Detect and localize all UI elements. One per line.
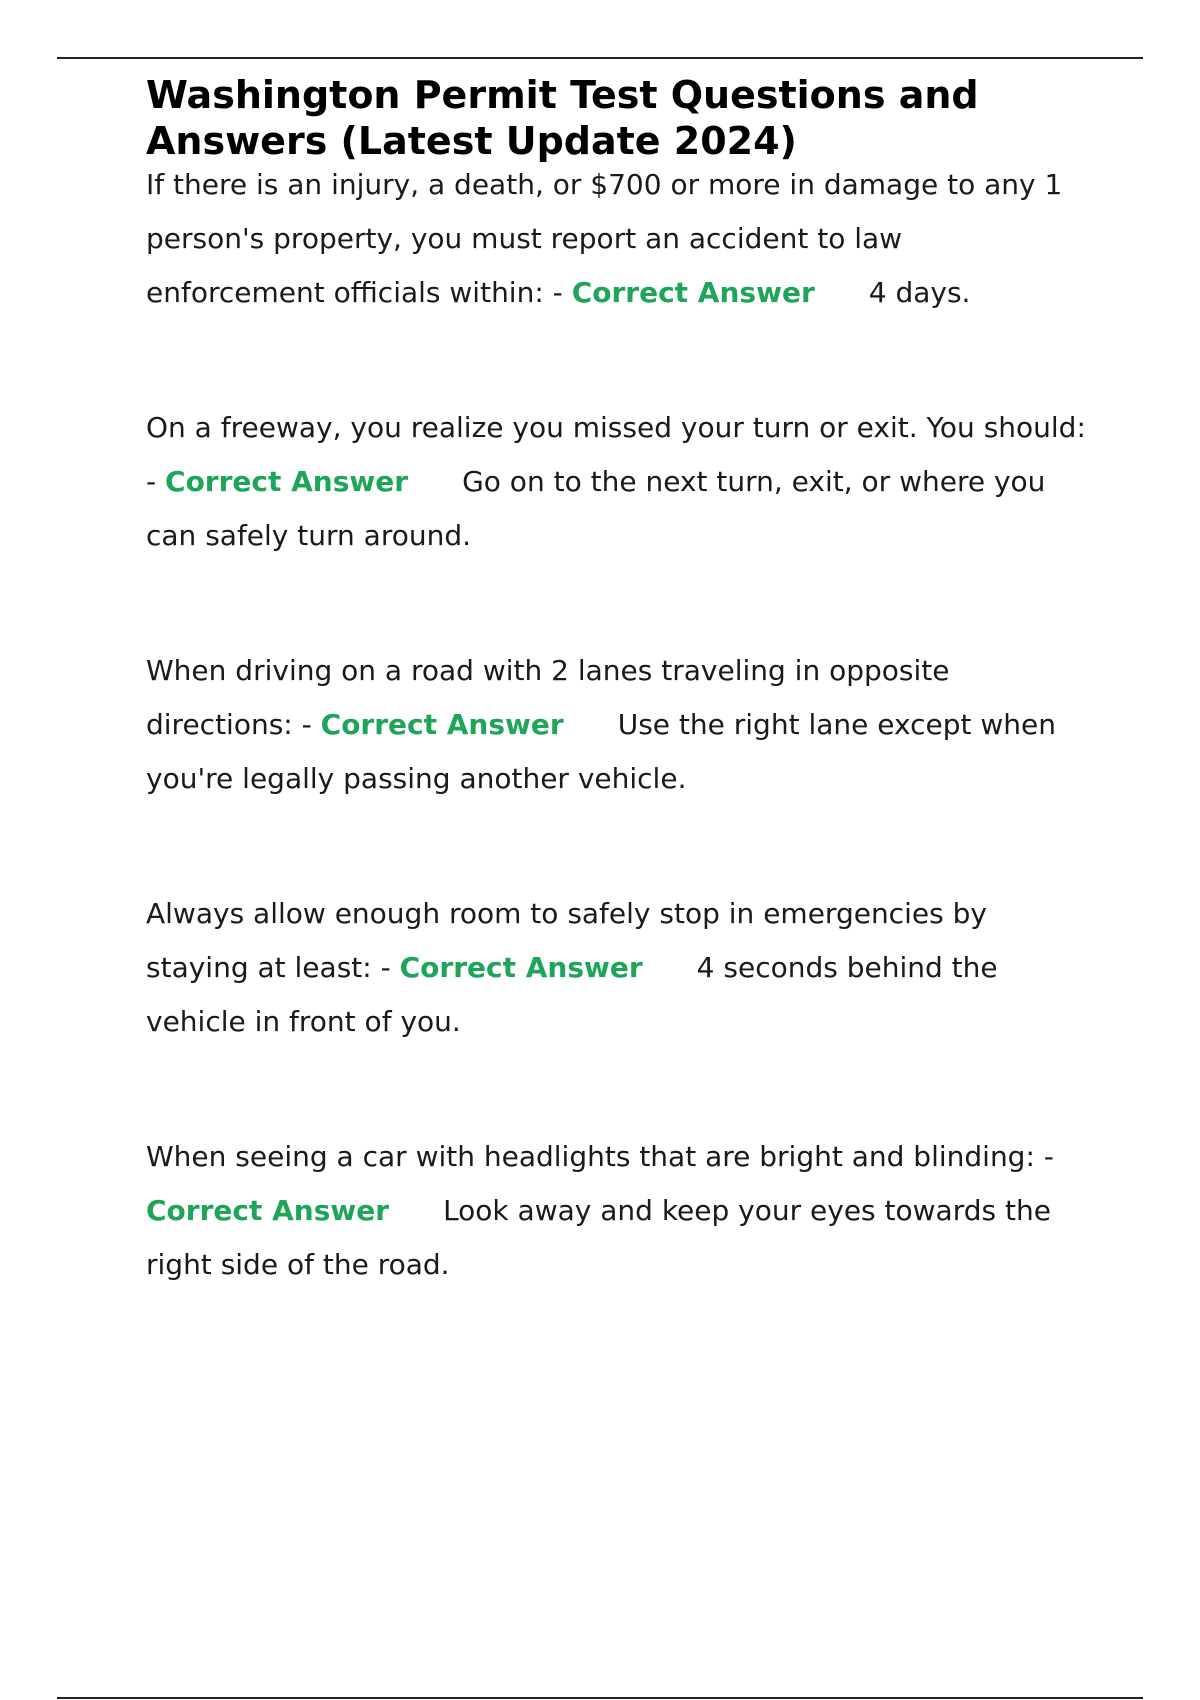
top-rule xyxy=(57,57,1143,59)
correct-answer-label: Correct Answer xyxy=(320,708,564,741)
correct-answer-label: Correct Answer xyxy=(571,276,815,309)
qa-item xyxy=(146,1130,1086,1292)
question-text: Always allow enough room to safely stop in emergencies by staying at least: - xyxy=(146,897,987,984)
answer-text: Go on to the next turn, exit, or where you can safely turn around. xyxy=(146,465,1046,552)
correct-answer-label: Correct Answer xyxy=(165,465,409,498)
correct-answer-label: Correct Answer xyxy=(399,951,643,984)
answer-text: Use the right lane except when you're legally passing another vehicle. xyxy=(146,708,1056,795)
page-content xyxy=(146,72,1086,1292)
bottom-rule xyxy=(57,1697,1143,1699)
document-title: Washington Permit Test Questions and Answers (Latest Update 2024) xyxy=(146,73,979,163)
qa-item xyxy=(146,158,1086,320)
question-text: When seeing a car with headlights that are bright and blinding: - xyxy=(146,1140,1054,1173)
qa-item xyxy=(146,644,1086,806)
question-text: When driving on a road with 2 lanes traveling in opposite directions: - xyxy=(146,654,950,741)
answer-text: 4 days. xyxy=(868,276,971,309)
qa-item xyxy=(146,401,1086,563)
question-text: On a freeway, you realize you missed your turn or exit. You should: - xyxy=(146,411,1086,498)
qa-item xyxy=(146,887,1086,1049)
answer-text: Look away and keep your eyes towards the right side of the road. xyxy=(146,1194,1051,1281)
correct-answer-label: Correct Answer xyxy=(146,1194,390,1227)
answer-text: 4 seconds behind the vehicle in front of you. xyxy=(146,951,998,1038)
question-text: If there is an injury, a death, or $700 or more in damage to any 1 person's property, you must report an accident to law enforcement officials within: - xyxy=(146,168,1063,309)
